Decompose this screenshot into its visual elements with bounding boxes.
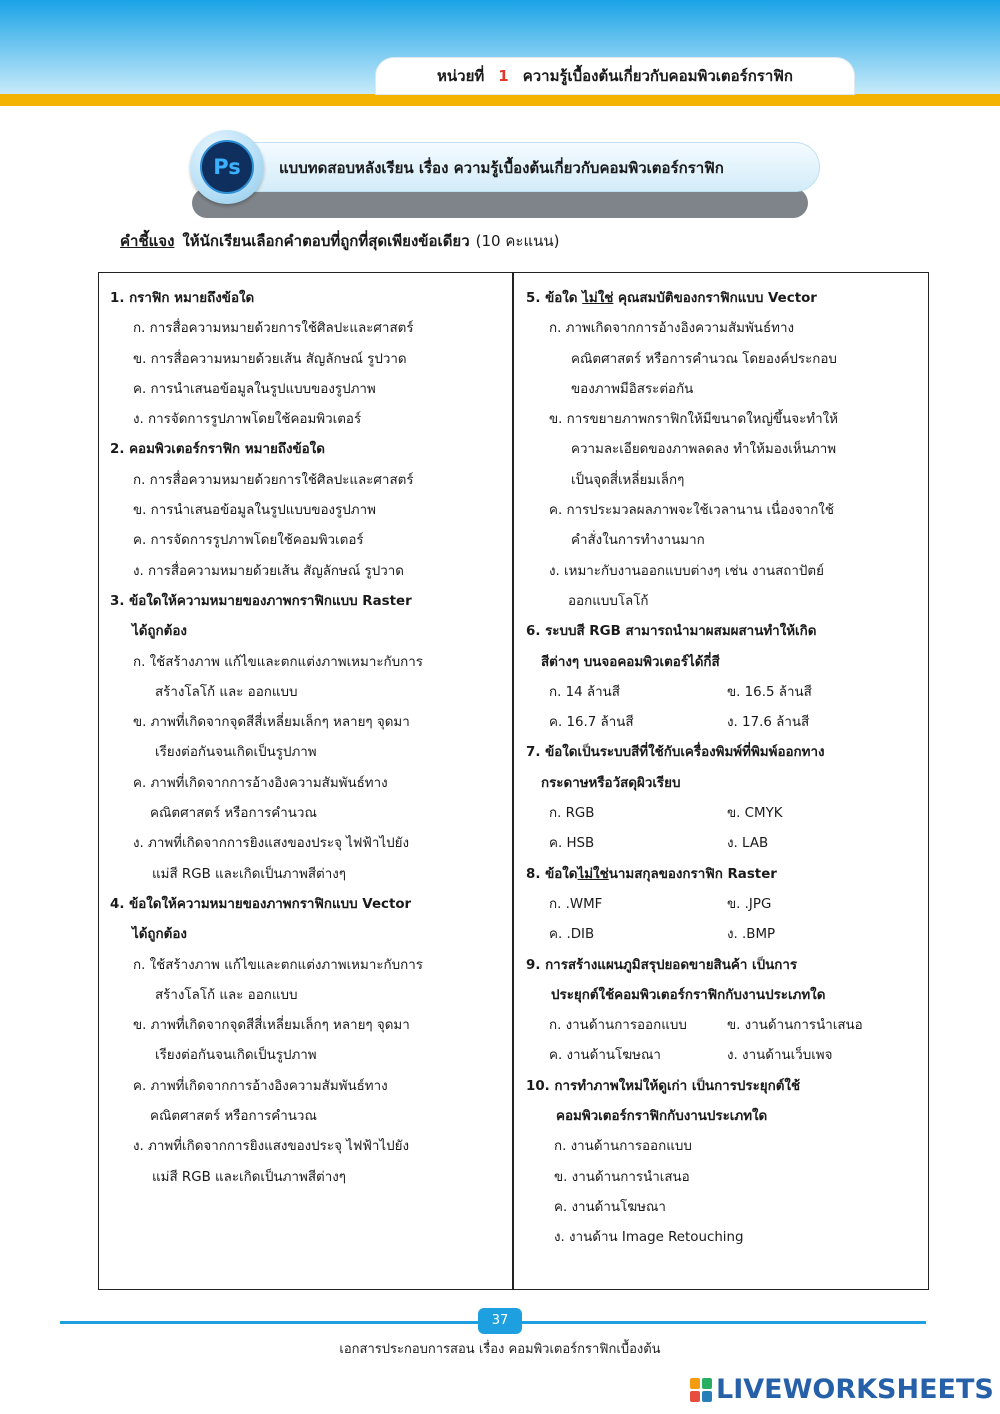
choice[interactable]: ก. งานด้านการออกแบบ [554, 1139, 692, 1155]
choice[interactable] [526, 405, 922, 496]
instructions [120, 228, 920, 254]
choice-line: ข. ภาพที่เกิดจากจุดสีสี่เหลี่ยมเล็กๆ หลายๆ จุดมา [133, 1018, 410, 1034]
unit-title: ความรู้เบื้องต้นเกี่ยวกับคอมพิวเตอร์กราฟิก [522, 67, 793, 85]
choice[interactable]: ค. HSB [549, 836, 595, 852]
choice-line: ง. เหมาะกับงานออกแบบต่างๆ เช่น งานสถาปัตย์ [549, 563, 824, 579]
choice[interactable]: ง. LAB [727, 836, 769, 852]
instructions-text: ให้นักเรียนเลือกคำตอบที่ถูกที่สุดเพียงข้อเดียว [182, 232, 470, 250]
liveworksheets-logo[interactable] [690, 1372, 994, 1408]
question-3-cont: ได้ถูกต้อง [132, 624, 187, 640]
choice[interactable] [110, 648, 508, 709]
choice-line: แม่สี RGB และเกิดเป็นภาพสีต่างๆ [152, 866, 346, 882]
liveworksheets-wordmark: LIVEWORKSHEETS [716, 1374, 994, 1405]
liveworksheets-icon [690, 1378, 712, 1402]
quiz-right-column [526, 284, 922, 1254]
choice[interactable]: ข. CMYK [727, 806, 783, 822]
choice[interactable]: ง. งานด้าน Image Retouching [554, 1230, 744, 1246]
choice[interactable]: ข. การสื่อความหมายด้วยเส้น สัญลักษณ์ รูปวาด [133, 351, 407, 367]
choice-line: ค. ภาพที่เกิดจากการอ้างอิงความสัมพันธ์ทาง [133, 1078, 388, 1094]
choice[interactable] [110, 829, 508, 890]
choice[interactable] [110, 1072, 508, 1133]
choice[interactable]: ก. 14 ล้านสี [549, 684, 620, 700]
choice[interactable]: ค. งานด้านโฆษณา [549, 1048, 661, 1064]
choice[interactable]: ค. การจัดการรูปภาพโดยใช้คอมพิวเตอร์ [133, 533, 364, 549]
quiz-column-divider [512, 272, 514, 1290]
choice-line: เรียงต่อกันจนเกิดเป็นรูปภาพ [155, 745, 317, 761]
choice[interactable]: ข. .JPG [727, 896, 772, 912]
choice-row [526, 920, 922, 950]
unit-label: หน่วยที่ [437, 67, 485, 85]
question-6-cont: สีต่างๆ บนจอคอมพิวเตอร์ได้กี่สี [541, 654, 720, 670]
choice-row [526, 708, 922, 738]
choice[interactable]: ค. งานด้านโฆษณา [554, 1199, 666, 1215]
quiz-left-column [110, 284, 508, 1193]
question-7-cont: กระดาษหรือวัสดุผิวเรียบ [541, 775, 681, 791]
question-9: 9. การสร้างแผนภูมิสรุปยอดขายสินค้า เป็นการ [526, 957, 798, 973]
choice-line: ของภาพมีอิสระต่อกัน [571, 381, 694, 397]
choice[interactable]: ข. การนำเสนอข้อมูลในรูปแบบของรูปภาพ [133, 503, 376, 519]
choice-row [526, 890, 922, 920]
choice-line: คณิตศาสตร์ หรือการคำนวณ [150, 806, 317, 822]
choice-row [526, 1011, 922, 1041]
test-title-banner [212, 142, 820, 192]
choice[interactable]: ง. 17.6 ล้านสี [727, 715, 810, 731]
choice[interactable]: ก. การสื่อความหมายด้วยการใช้ศิลปะและศาสตร์ [133, 472, 414, 488]
question-6: 6. ระบบสี RGB สามารถนำมาผสมผสานทำให้เกิด [526, 624, 817, 640]
choice-row [526, 829, 922, 859]
choice-line: ค. ภาพที่เกิดจากการอ้างอิงความสัมพันธ์ทาง [133, 775, 388, 791]
page-number: 37 [478, 1308, 522, 1334]
question-10: 10. การทำภาพใหม่ให้ดูเก่า เป็นการประยุกต์ใช้ [526, 1078, 801, 1094]
choice-line: ก. ใช้สร้างภาพ แก้ไขและตกแต่งภาพเหมาะกับการ [133, 654, 423, 670]
question-10-cont: คอมพิวเตอร์กราฟิกกับงานประเภทใด [556, 1109, 768, 1125]
choice-line: แม่สี RGB และเกิดเป็นภาพสีต่างๆ [152, 1169, 346, 1185]
choice[interactable]: ก. RGB [549, 806, 595, 822]
choice[interactable] [110, 769, 508, 830]
choice[interactable] [110, 1132, 508, 1193]
choice-line: คณิตศาสตร์ หรือการคำนวณ โดยองค์ประกอบ [571, 351, 837, 367]
question-2: 2. คอมพิวเตอร์กราฟิก หมายถึงข้อใด [110, 442, 325, 458]
choice[interactable]: ก. การสื่อความหมายด้วยการใช้ศิลปะและศาสตร์ [133, 321, 414, 337]
question-8-emphasis: ไม่ใช่ [577, 866, 609, 882]
choice[interactable]: ข. 16.5 ล้านสี [727, 684, 812, 700]
instructions-score: (10 คะแนน) [475, 232, 560, 250]
choice-line: ก. ภาพเกิดจากการอ้างอิงความสัมพันธ์ทาง [549, 321, 795, 337]
choice[interactable]: ค. .DIB [549, 927, 595, 943]
choice-line: สร้างโลโก้ และ ออกแบบ [155, 684, 298, 700]
question-4-cont: ได้ถูกต้อง [132, 927, 187, 943]
choice-line: สร้างโลโก้ และ ออกแบบ [155, 987, 298, 1003]
choice-line: เป็นจุดสี่เหลี่ยมเล็กๆ [571, 472, 685, 488]
choice-line: เรียงต่อกันจนเกิดเป็นรูปภาพ [155, 1048, 317, 1064]
choice-line: ก. ใช้สร้างภาพ แก้ไขและตกแต่งภาพเหมาะกับการ [133, 957, 423, 973]
choice[interactable]: ง. การจัดการรูปภาพโดยใช้คอมพิวเตอร์ [133, 412, 362, 428]
choice[interactable]: ข. งานด้านการนำเสนอ [727, 1018, 863, 1034]
choice[interactable]: ค. 16.7 ล้านสี [549, 715, 634, 731]
question-8-pre: 8. ข้อใด [526, 866, 578, 882]
question-4: 4. ข้อใดให้ความหมายของภาพกราฟิกแบบ Vector [110, 896, 412, 912]
question-9-cont: ประยุกต์ใช้คอมพิวเตอร์กราฟิกกับงานประเภทใด [551, 987, 826, 1003]
header-stripe [0, 94, 1000, 106]
choice[interactable]: ง. การสื่อความหมายด้วยเส้น สัญลักษณ์ รูปวาด [133, 563, 404, 579]
question-5 [526, 284, 922, 314]
question-8 [526, 860, 922, 890]
choice[interactable]: ข. งานด้านการนำเสนอ [554, 1169, 690, 1185]
choice[interactable]: ก. งานด้านการออกแบบ [549, 1018, 687, 1034]
ps-badge-text: Ps [200, 140, 254, 194]
unit-number: 1 [498, 67, 509, 85]
choice[interactable]: ค. การนำเสนอข้อมูลในรูปแบบของรูปภาพ [133, 381, 376, 397]
choice[interactable]: ง. .BMP [727, 927, 776, 943]
choice[interactable] [110, 708, 508, 769]
question-5-post: คุณสมบัติของกราฟิกแบบ Vector [613, 291, 817, 306]
choice-line: ง. ภาพที่เกิดจากการยิงแสงของประจุ ไฟฟ้าไปยัง [133, 1139, 410, 1155]
question-1: 1. กราฟิก หมายถึงข้อใด [110, 291, 255, 306]
choice-line: ง. ภาพที่เกิดจากการยิงแสงของประจุ ไฟฟ้าไปยัง [133, 836, 410, 852]
choice[interactable] [526, 314, 922, 405]
instructions-label: คำชี้แจง [120, 232, 175, 250]
unit-title-box [376, 58, 854, 94]
choice-line: ความละเอียดของภาพลดลง ทำให้มองเห็นภาพ [571, 442, 837, 458]
question-8-post: นามสกุลของกราฟิก Raster [608, 866, 777, 882]
choice-line: คณิตศาสตร์ หรือการคำนวณ [150, 1109, 317, 1125]
choice[interactable] [110, 1011, 508, 1072]
question-5-emphasis: ไม่ใช่ [582, 291, 614, 306]
choice-line: คำสั่งในการทำงานมาก [571, 533, 705, 549]
choice-line: ออกแบบโลโก้ [568, 593, 649, 609]
test-title: แบบทดสอบหลังเรียน เรื่อง ความรู้เบื้องต้นเกี่ยวกับคอมพิวเตอร์กราฟิก [279, 159, 724, 177]
choice-line: ข. การขยายภาพกราฟิกให้มีขนาดใหญ่ขึ้นจะทำให้ [549, 412, 838, 428]
question-7: 7. ข้อใดเป็นระบบสีที่ใช้กับเครื่องพิมพ์ที่พิมพ์ออกทาง [526, 745, 825, 761]
question-5-pre: 5. ข้อใด [526, 291, 583, 306]
footer-text: เอกสารประกอบการสอน เรื่อง คอมพิวเตอร์กราฟิกเบื้องต้น [339, 1342, 661, 1357]
choice[interactable]: ง. งานด้านเว็บเพจ [727, 1048, 833, 1064]
choice-line: ข. ภาพที่เกิดจากจุดสีสี่เหลี่ยมเล็กๆ หลายๆ จุดมา [133, 715, 410, 731]
choice-line: ค. การประมวลผลภาพจะใช้เวลานาน เนื่องจากใช้ [549, 503, 834, 519]
photoshop-icon [190, 130, 264, 204]
question-3: 3. ข้อใดให้ความหมายของภาพกราฟิกแบบ Raster [110, 593, 412, 609]
choice[interactable] [110, 951, 508, 1012]
choice-row [526, 678, 922, 708]
choice[interactable]: ก. .WMF [549, 896, 603, 912]
choice-row [526, 1041, 922, 1071]
choice[interactable] [526, 557, 922, 618]
choice-row [526, 799, 922, 829]
choice[interactable] [526, 496, 922, 557]
